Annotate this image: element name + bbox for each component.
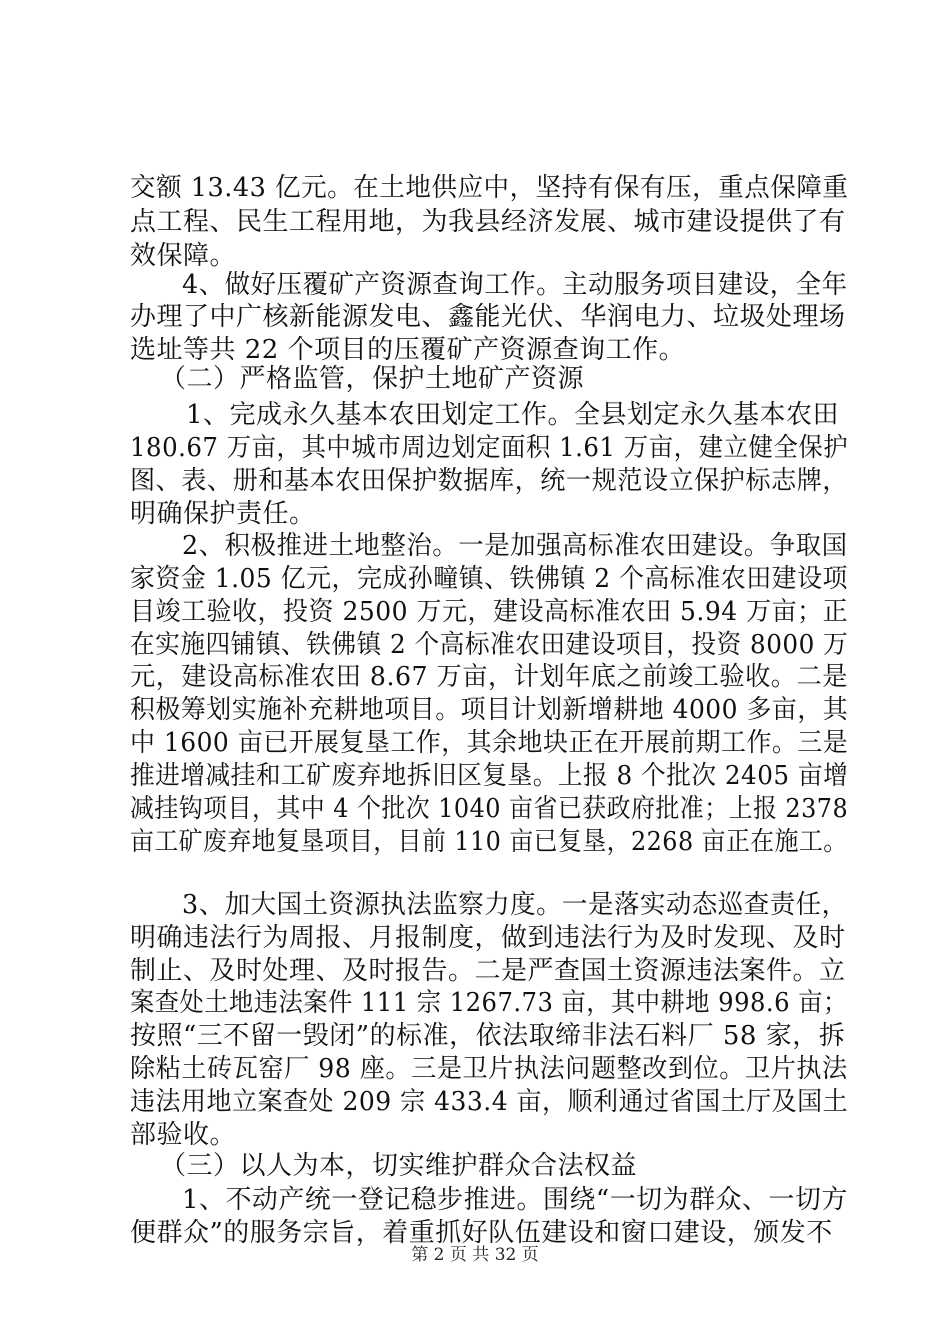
text-line: 中 1600 亩已开展复垦工作，其余地块正在开展前期工作。三是	[130, 728, 849, 758]
text-line: 明确保护责任。	[130, 499, 316, 529]
text-line: 除粘土砖瓦窑厂 98 座。三是卫片执法问题整改到位。卫片执法	[130, 1054, 848, 1084]
text-line: 图、表、册和基本农田保护数据库，统一规范设立保护标志牌，	[130, 466, 849, 496]
text-line: 家资金 1.05 亿元，完成孙疃镇、铁佛镇 2 个高标准农田建设项	[130, 564, 848, 594]
text-line: 推进增减挂和工矿废弃地拆旧区复垦。上报 8 个批次 2405 亩增	[130, 761, 849, 791]
text-line: 选址等共 22 个项目的压覆矿产资源查询工作。	[130, 335, 686, 365]
text-line: 明确违法行为周报、月报制度，做到违法行为及时发现、及时	[130, 923, 846, 953]
text-line: 减挂钩项目，其中 4 个批次 1040 亩省已获政府批准；上报 2378	[130, 794, 849, 824]
text-line: 在实施四铺镇、铁佛镇 2 个高标准农田建设项目，投资 8000 万	[130, 630, 849, 660]
text-line: 目竣工验收，投资 2500 万元，建设高标准农田 5.94 万亩；正	[130, 597, 849, 627]
text-line: 案查处土地违法案件 111 宗 1267.73 亩，其中耕地 998.6 亩；	[130, 988, 848, 1018]
section-heading: （三）以人为本，切实维护群众合法权益	[160, 1151, 638, 1181]
text-line: 便群众”的服务宗旨，着重抓好队伍建设和窗口建设，颁发不	[130, 1218, 833, 1248]
page-number-footer: 第 2 页 共 32 页	[411, 1245, 539, 1265]
text-line: 3、加大国土资源执法监察力度。一是落实动态巡查责任，	[182, 890, 848, 920]
text-line: 交额 13.43 亿元。在土地供应中，坚持有保有压，重点保障重	[130, 173, 849, 203]
text-line: 2、积极推进土地整治。一是加强高标准农田建设。争取国	[182, 531, 848, 561]
text-line: 1、不动产统一登记稳步推进。围绕“一切为群众、一切方	[182, 1185, 848, 1215]
text-line: 积极筹划实施补充耕地项目。项目计划新增耕地 4000 多亩，其	[130, 695, 849, 725]
text-line: 180.67 万亩，其中城市周边划定面积 1.61 万亩，建立健全保护	[130, 433, 849, 463]
text-line: 1、完成永久基本农田划定工作。全县划定永久基本农田	[186, 400, 840, 430]
text-line: 部验收。	[130, 1120, 237, 1150]
section-heading: （二）严格监管，保护土地矿产资源	[160, 364, 585, 394]
text-line: 亩工矿废弃地复垦项目，目前 110 亩已复垦，2268 亩正在施工。	[130, 827, 848, 857]
text-line: 办理了中广核新能源发电、鑫能光伏、华润电力、垃圾处理场	[130, 302, 846, 332]
text-line: 4、做好压覆矿产资源查询工作。主动服务项目建设，全年	[182, 270, 848, 300]
text-line: 按照“三不留一毁闭”的标准，依法取缔非法石料厂 58 家，拆	[130, 1021, 846, 1051]
text-line: 效保障。	[130, 241, 237, 271]
text-line: 违法用地立案查处 209 宗 433.4 亩，顺利通过省国土厅及国土	[130, 1087, 849, 1117]
text-line: 元，建设高标准农田 8.67 万亩，计划年底之前竣工验收。二是	[130, 662, 848, 692]
text-line: 制止、及时处理、及时报告。二是严查国土资源违法案件。立	[130, 956, 846, 986]
text-line: 点工程、民生工程用地，为我县经济发展、城市建设提供了有	[130, 207, 846, 237]
